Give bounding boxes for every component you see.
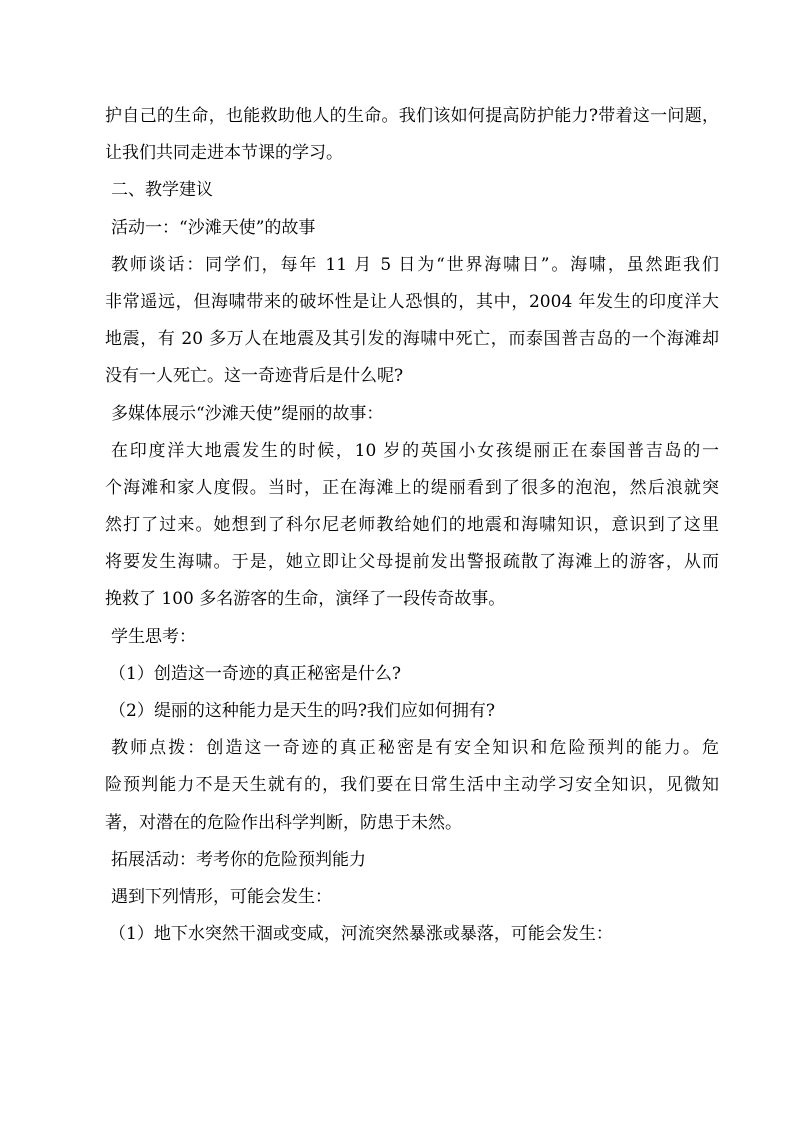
paragraph-line: 遇到下列情形，可能会发生： bbox=[111, 886, 332, 907]
paragraph-line: 个海滩和家人度假。当时，正在海滩上的缇丽看到了很多的泡泡，然后浪就突 bbox=[105, 477, 719, 498]
section-heading: 二、教学建议 bbox=[111, 180, 213, 201]
paragraph-line: 地震，有 20 多万人在地震及其引发的海啸中死亡，而泰国普吉岛的一个海滩却 bbox=[105, 329, 719, 350]
paragraph-line: 然打了过来。她想到了科尔尼老师教给她们的地震和海啸知识，意识到了这里 bbox=[105, 515, 719, 536]
paragraph-line: 著，对潜在的危险作出科学判断，防患于未然。 bbox=[105, 812, 462, 833]
paragraph-line: 没有一人死亡。这一奇迹背后是什么呢? bbox=[105, 366, 404, 387]
paragraph-line: 教师点拨：创造这一奇迹的真正秘密是有安全知识和危险预判的能力。危 bbox=[111, 738, 719, 759]
activity-heading: 拓展活动：考考你的危险预判能力 bbox=[111, 849, 366, 870]
paragraph-line: 在印度洋大地震发生的时候，10 岁的英国小女孩缇丽正在泰国普吉岛的一 bbox=[111, 440, 719, 461]
paragraph-line: 非常遥远，但海啸带来的破坏性是让人恐惧的，其中，2004 年发生的印度洋大 bbox=[105, 291, 719, 312]
paragraph-line: 挽救了 100 多名游客的生命，演绎了一段传奇故事。 bbox=[105, 589, 506, 610]
question-item: （1）创造这一奇迹的真正秘密是什么? bbox=[109, 663, 401, 684]
question-item: （2）缇丽的这种能力是天生的吗?我们应如何拥有? bbox=[109, 701, 496, 721]
paragraph-line: 护自己的生命，也能救助他人的生命。我们该如何提高防护能力?带着这一问题， bbox=[105, 106, 719, 126]
paragraph-line: 将要发生海啸。于是，她立即让父母提前发出警报疏散了海滩上的游客，从而 bbox=[105, 552, 719, 573]
paragraph-line: 让我们共同走进本节课的学习。 bbox=[105, 143, 343, 164]
activity-heading: 活动一：“沙滩天使”的故事 bbox=[111, 217, 316, 238]
question-item: （1）地下水突然干涸或变咸，河流突然暴涨或暴落，可能会发生： bbox=[109, 924, 613, 945]
document-body bbox=[105, 98, 719, 953]
paragraph-line: 学生思考： bbox=[111, 626, 196, 647]
paragraph-line: 险预判能力不是天生就有的，我们要在日常生活中主动学习安全知识，见微知 bbox=[105, 775, 719, 796]
paragraph-line: 多媒体展示“沙滩天使”缇丽的故事： bbox=[111, 403, 384, 424]
paragraph-line: 教师谈话：同学们，每年 11 月 5 日为“世界海啸日”。海啸，虽然距我们 bbox=[111, 254, 719, 275]
